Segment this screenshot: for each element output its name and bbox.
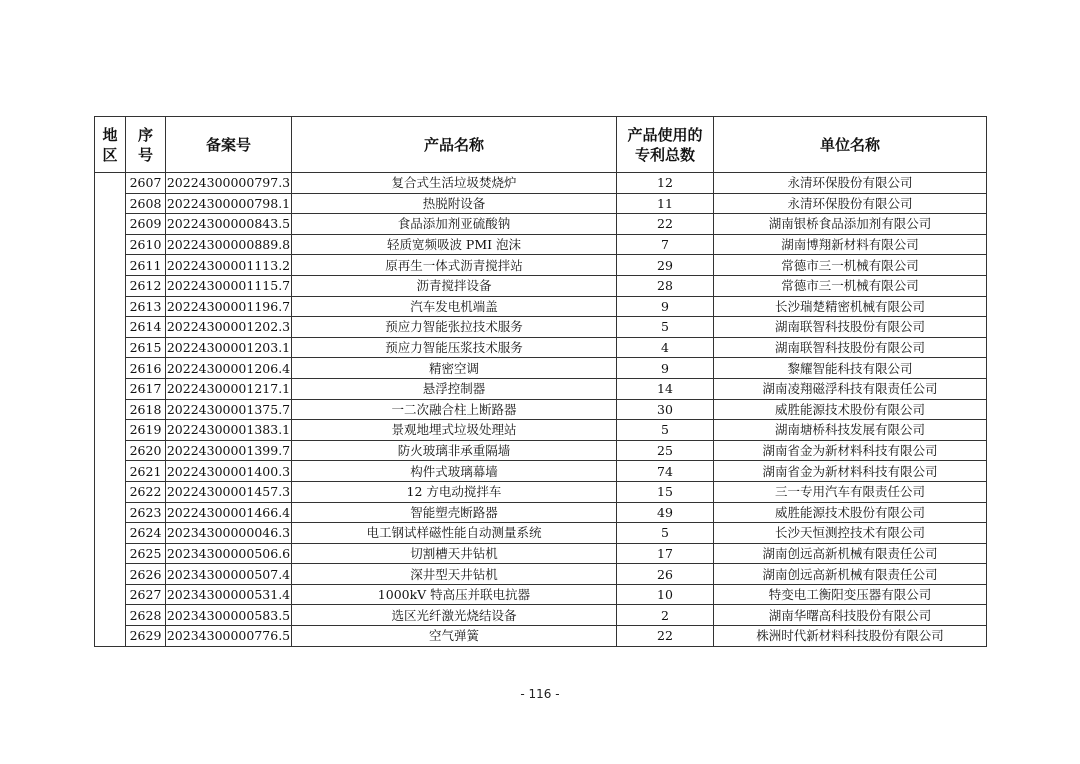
cell-patent-count: 25 bbox=[617, 440, 714, 461]
cell-product-name: 精密空调 bbox=[292, 358, 617, 379]
table-row bbox=[95, 358, 987, 379]
cell-seq: 2626 bbox=[126, 564, 166, 585]
table-row bbox=[95, 564, 987, 585]
cell-product-name: 热脱附设备 bbox=[292, 193, 617, 214]
cell-company: 黎耀智能科技有限公司 bbox=[714, 358, 987, 379]
cell-company: 常德市三一机械有限公司 bbox=[714, 275, 987, 296]
cell-seq: 2612 bbox=[126, 275, 166, 296]
cell-product-name: 构件式玻璃幕墙 bbox=[292, 461, 617, 482]
cell-seq: 2608 bbox=[126, 193, 166, 214]
cell-company: 湖南省金为新材料科技有限公司 bbox=[714, 440, 987, 461]
cell-record-no: 20224300001196.7 bbox=[166, 296, 292, 317]
table-row bbox=[95, 193, 987, 214]
cell-patent-count: 2 bbox=[617, 605, 714, 626]
cell-seq: 2611 bbox=[126, 255, 166, 276]
header-record-no: 备案号 bbox=[166, 117, 292, 173]
cell-company: 威胜能源技术股份有限公司 bbox=[714, 399, 987, 420]
cell-seq: 2620 bbox=[126, 440, 166, 461]
cell-company: 特变电工衡阳变压器有限公司 bbox=[714, 584, 987, 605]
cell-patent-count: 5 bbox=[617, 317, 714, 338]
cell-patent-count: 29 bbox=[617, 255, 714, 276]
cell-record-no: 20234300000531.4 bbox=[166, 584, 292, 605]
cell-product-name: 悬浮控制器 bbox=[292, 378, 617, 399]
cell-company: 永清环保股份有限公司 bbox=[714, 173, 987, 194]
header-patent-count-label: 产品使用的 专利总数 bbox=[627, 125, 703, 164]
cell-record-no: 20224300001375.7 bbox=[166, 399, 292, 420]
cell-company: 湖南凌翔磁浮科技有限责任公司 bbox=[714, 378, 987, 399]
cell-product-name: 景观地埋式垃圾处理站 bbox=[292, 420, 617, 441]
table-row bbox=[95, 173, 987, 194]
table-row bbox=[95, 296, 987, 317]
cell-product-name: 预应力智能张拉技术服务 bbox=[292, 317, 617, 338]
table-row bbox=[95, 584, 987, 605]
table-row bbox=[95, 605, 987, 626]
table-row bbox=[95, 399, 987, 420]
cell-patent-count: 15 bbox=[617, 481, 714, 502]
cell-company: 湖南联智科技股份有限公司 bbox=[714, 317, 987, 338]
cell-product-name: 食品添加剂亚硫酸钠 bbox=[292, 214, 617, 235]
cell-product-name: 预应力智能压浆技术服务 bbox=[292, 337, 617, 358]
cell-seq: 2616 bbox=[126, 358, 166, 379]
cell-company: 株洲时代新材料科技股份有限公司 bbox=[714, 626, 987, 647]
cell-patent-count: 74 bbox=[617, 461, 714, 482]
cell-seq: 2625 bbox=[126, 543, 166, 564]
cell-record-no: 20224300001400.3 bbox=[166, 461, 292, 482]
cell-seq: 2629 bbox=[126, 626, 166, 647]
cell-product-name: 选区光纤激光烧结设备 bbox=[292, 605, 617, 626]
table-row bbox=[95, 523, 987, 544]
table-row bbox=[95, 378, 987, 399]
cell-patent-count: 12 bbox=[617, 173, 714, 194]
cell-seq: 2628 bbox=[126, 605, 166, 626]
cell-patent-count: 26 bbox=[617, 564, 714, 585]
cell-record-no: 20224300001203.1 bbox=[166, 337, 292, 358]
table-row bbox=[95, 440, 987, 461]
cell-company: 湖南华曙高科技股份有限公司 bbox=[714, 605, 987, 626]
cell-seq: 2619 bbox=[126, 420, 166, 441]
cell-product-name: 复合式生活垃圾焚烧炉 bbox=[292, 173, 617, 194]
cell-company: 长沙瑞楚精密机械有限公司 bbox=[714, 296, 987, 317]
cell-patent-count: 11 bbox=[617, 193, 714, 214]
cell-patent-count: 14 bbox=[617, 378, 714, 399]
cell-record-no: 20224300000797.3 bbox=[166, 173, 292, 194]
cell-record-no: 20234300000046.3 bbox=[166, 523, 292, 544]
header-patent-count bbox=[617, 117, 714, 173]
cell-record-no: 20224300001113.2 bbox=[166, 255, 292, 276]
cell-record-no: 20224300001217.1 bbox=[166, 378, 292, 399]
cell-record-no: 20224300000889.8 bbox=[166, 234, 292, 255]
cell-company: 湖南塘桥科技发展有限公司 bbox=[714, 420, 987, 441]
cell-product-name: 一二次融合柱上断路器 bbox=[292, 399, 617, 420]
table-row bbox=[95, 214, 987, 235]
table-body bbox=[95, 173, 987, 647]
table-header-row bbox=[95, 117, 987, 173]
cell-seq: 2621 bbox=[126, 461, 166, 482]
cell-patent-count: 9 bbox=[617, 358, 714, 379]
cell-patent-count: 5 bbox=[617, 420, 714, 441]
cell-patent-count: 28 bbox=[617, 275, 714, 296]
cell-patent-count: 9 bbox=[617, 296, 714, 317]
cell-patent-count: 22 bbox=[617, 214, 714, 235]
cell-patent-count: 17 bbox=[617, 543, 714, 564]
cell-product-name: 切割槽天井钻机 bbox=[292, 543, 617, 564]
table-row bbox=[95, 317, 987, 338]
cell-product-name: 原再生一体式沥青搅拌站 bbox=[292, 255, 617, 276]
cell-record-no: 20224300001202.3 bbox=[166, 317, 292, 338]
cell-product-name: 智能塑壳断路器 bbox=[292, 502, 617, 523]
cell-company: 湖南省金为新材料科技有限公司 bbox=[714, 461, 987, 482]
cell-seq: 2617 bbox=[126, 378, 166, 399]
cell-record-no: 20224300000798.1 bbox=[166, 193, 292, 214]
cell-company: 长沙天恒测控技术有限公司 bbox=[714, 523, 987, 544]
cell-seq: 2627 bbox=[126, 584, 166, 605]
cell-company: 永清环保股份有限公司 bbox=[714, 193, 987, 214]
cell-product-name: 轻质宽频吸波 PMI 泡沫 bbox=[292, 234, 617, 255]
cell-patent-count: 5 bbox=[617, 523, 714, 544]
cell-patent-count: 7 bbox=[617, 234, 714, 255]
cell-product-name: 空气弹簧 bbox=[292, 626, 617, 647]
table-row bbox=[95, 420, 987, 441]
table-row bbox=[95, 234, 987, 255]
region-cell bbox=[95, 173, 126, 647]
cell-patent-count: 10 bbox=[617, 584, 714, 605]
cell-record-no: 20224300001206.4 bbox=[166, 358, 292, 379]
table-row bbox=[95, 626, 987, 647]
cell-record-no: 20224300000843.5 bbox=[166, 214, 292, 235]
cell-product-name: 汽车发电机端盖 bbox=[292, 296, 617, 317]
table-row bbox=[95, 502, 987, 523]
header-seq: 序 号 bbox=[126, 117, 166, 173]
header-product-name: 产品名称 bbox=[292, 117, 617, 173]
table-row bbox=[95, 481, 987, 502]
cell-record-no: 20224300001457.3 bbox=[166, 481, 292, 502]
cell-record-no: 20224300001466.4 bbox=[166, 502, 292, 523]
cell-company: 湖南联智科技股份有限公司 bbox=[714, 337, 987, 358]
cell-seq: 2614 bbox=[126, 317, 166, 338]
table-row bbox=[95, 255, 987, 276]
cell-company: 常德市三一机械有限公司 bbox=[714, 255, 987, 276]
table-row bbox=[95, 543, 987, 564]
cell-seq: 2610 bbox=[126, 234, 166, 255]
cell-company: 湖南创远高新机械有限责任公司 bbox=[714, 543, 987, 564]
cell-company: 湖南银桥食品添加剂有限公司 bbox=[714, 214, 987, 235]
cell-seq: 2624 bbox=[126, 523, 166, 544]
cell-company: 湖南创远高新机械有限责任公司 bbox=[714, 564, 987, 585]
header-region: 地 区 bbox=[95, 117, 126, 173]
cell-product-name: 深井型天井钻机 bbox=[292, 564, 617, 585]
cell-record-no: 20234300000507.4 bbox=[166, 564, 292, 585]
table-row bbox=[95, 337, 987, 358]
cell-record-no: 20234300000776.5 bbox=[166, 626, 292, 647]
cell-product-name: 沥青搅拌设备 bbox=[292, 275, 617, 296]
cell-company: 威胜能源技术股份有限公司 bbox=[714, 502, 987, 523]
cell-patent-count: 4 bbox=[617, 337, 714, 358]
cell-record-no: 20234300000583.5 bbox=[166, 605, 292, 626]
cell-seq: 2613 bbox=[126, 296, 166, 317]
cell-product-name: 12 方电动搅拌车 bbox=[292, 481, 617, 502]
cell-patent-count: 30 bbox=[617, 399, 714, 420]
cell-product-name: 电工钢试样磁性能自动测量系统 bbox=[292, 523, 617, 544]
cell-record-no: 20224300001383.1 bbox=[166, 420, 292, 441]
cell-seq: 2618 bbox=[126, 399, 166, 420]
cell-patent-count: 49 bbox=[617, 502, 714, 523]
cell-record-no: 20234300000506.6 bbox=[166, 543, 292, 564]
table-row bbox=[95, 461, 987, 482]
patent-product-table bbox=[94, 116, 987, 647]
cell-product-name: 防火玻璃非承重隔墙 bbox=[292, 440, 617, 461]
cell-seq: 2623 bbox=[126, 502, 166, 523]
cell-seq: 2607 bbox=[126, 173, 166, 194]
cell-product-name: 1000kV 特高压并联电抗器 bbox=[292, 584, 617, 605]
cell-company: 湖南博翔新材料有限公司 bbox=[714, 234, 987, 255]
page-number: - 116 - bbox=[520, 687, 560, 701]
cell-seq: 2622 bbox=[126, 481, 166, 502]
cell-company: 三一专用汽车有限责任公司 bbox=[714, 481, 987, 502]
cell-seq: 2609 bbox=[126, 214, 166, 235]
cell-record-no: 20224300001399.7 bbox=[166, 440, 292, 461]
cell-record-no: 20224300001115.7 bbox=[166, 275, 292, 296]
cell-seq: 2615 bbox=[126, 337, 166, 358]
header-company: 单位名称 bbox=[714, 117, 987, 173]
cell-patent-count: 22 bbox=[617, 626, 714, 647]
table-row bbox=[95, 275, 987, 296]
